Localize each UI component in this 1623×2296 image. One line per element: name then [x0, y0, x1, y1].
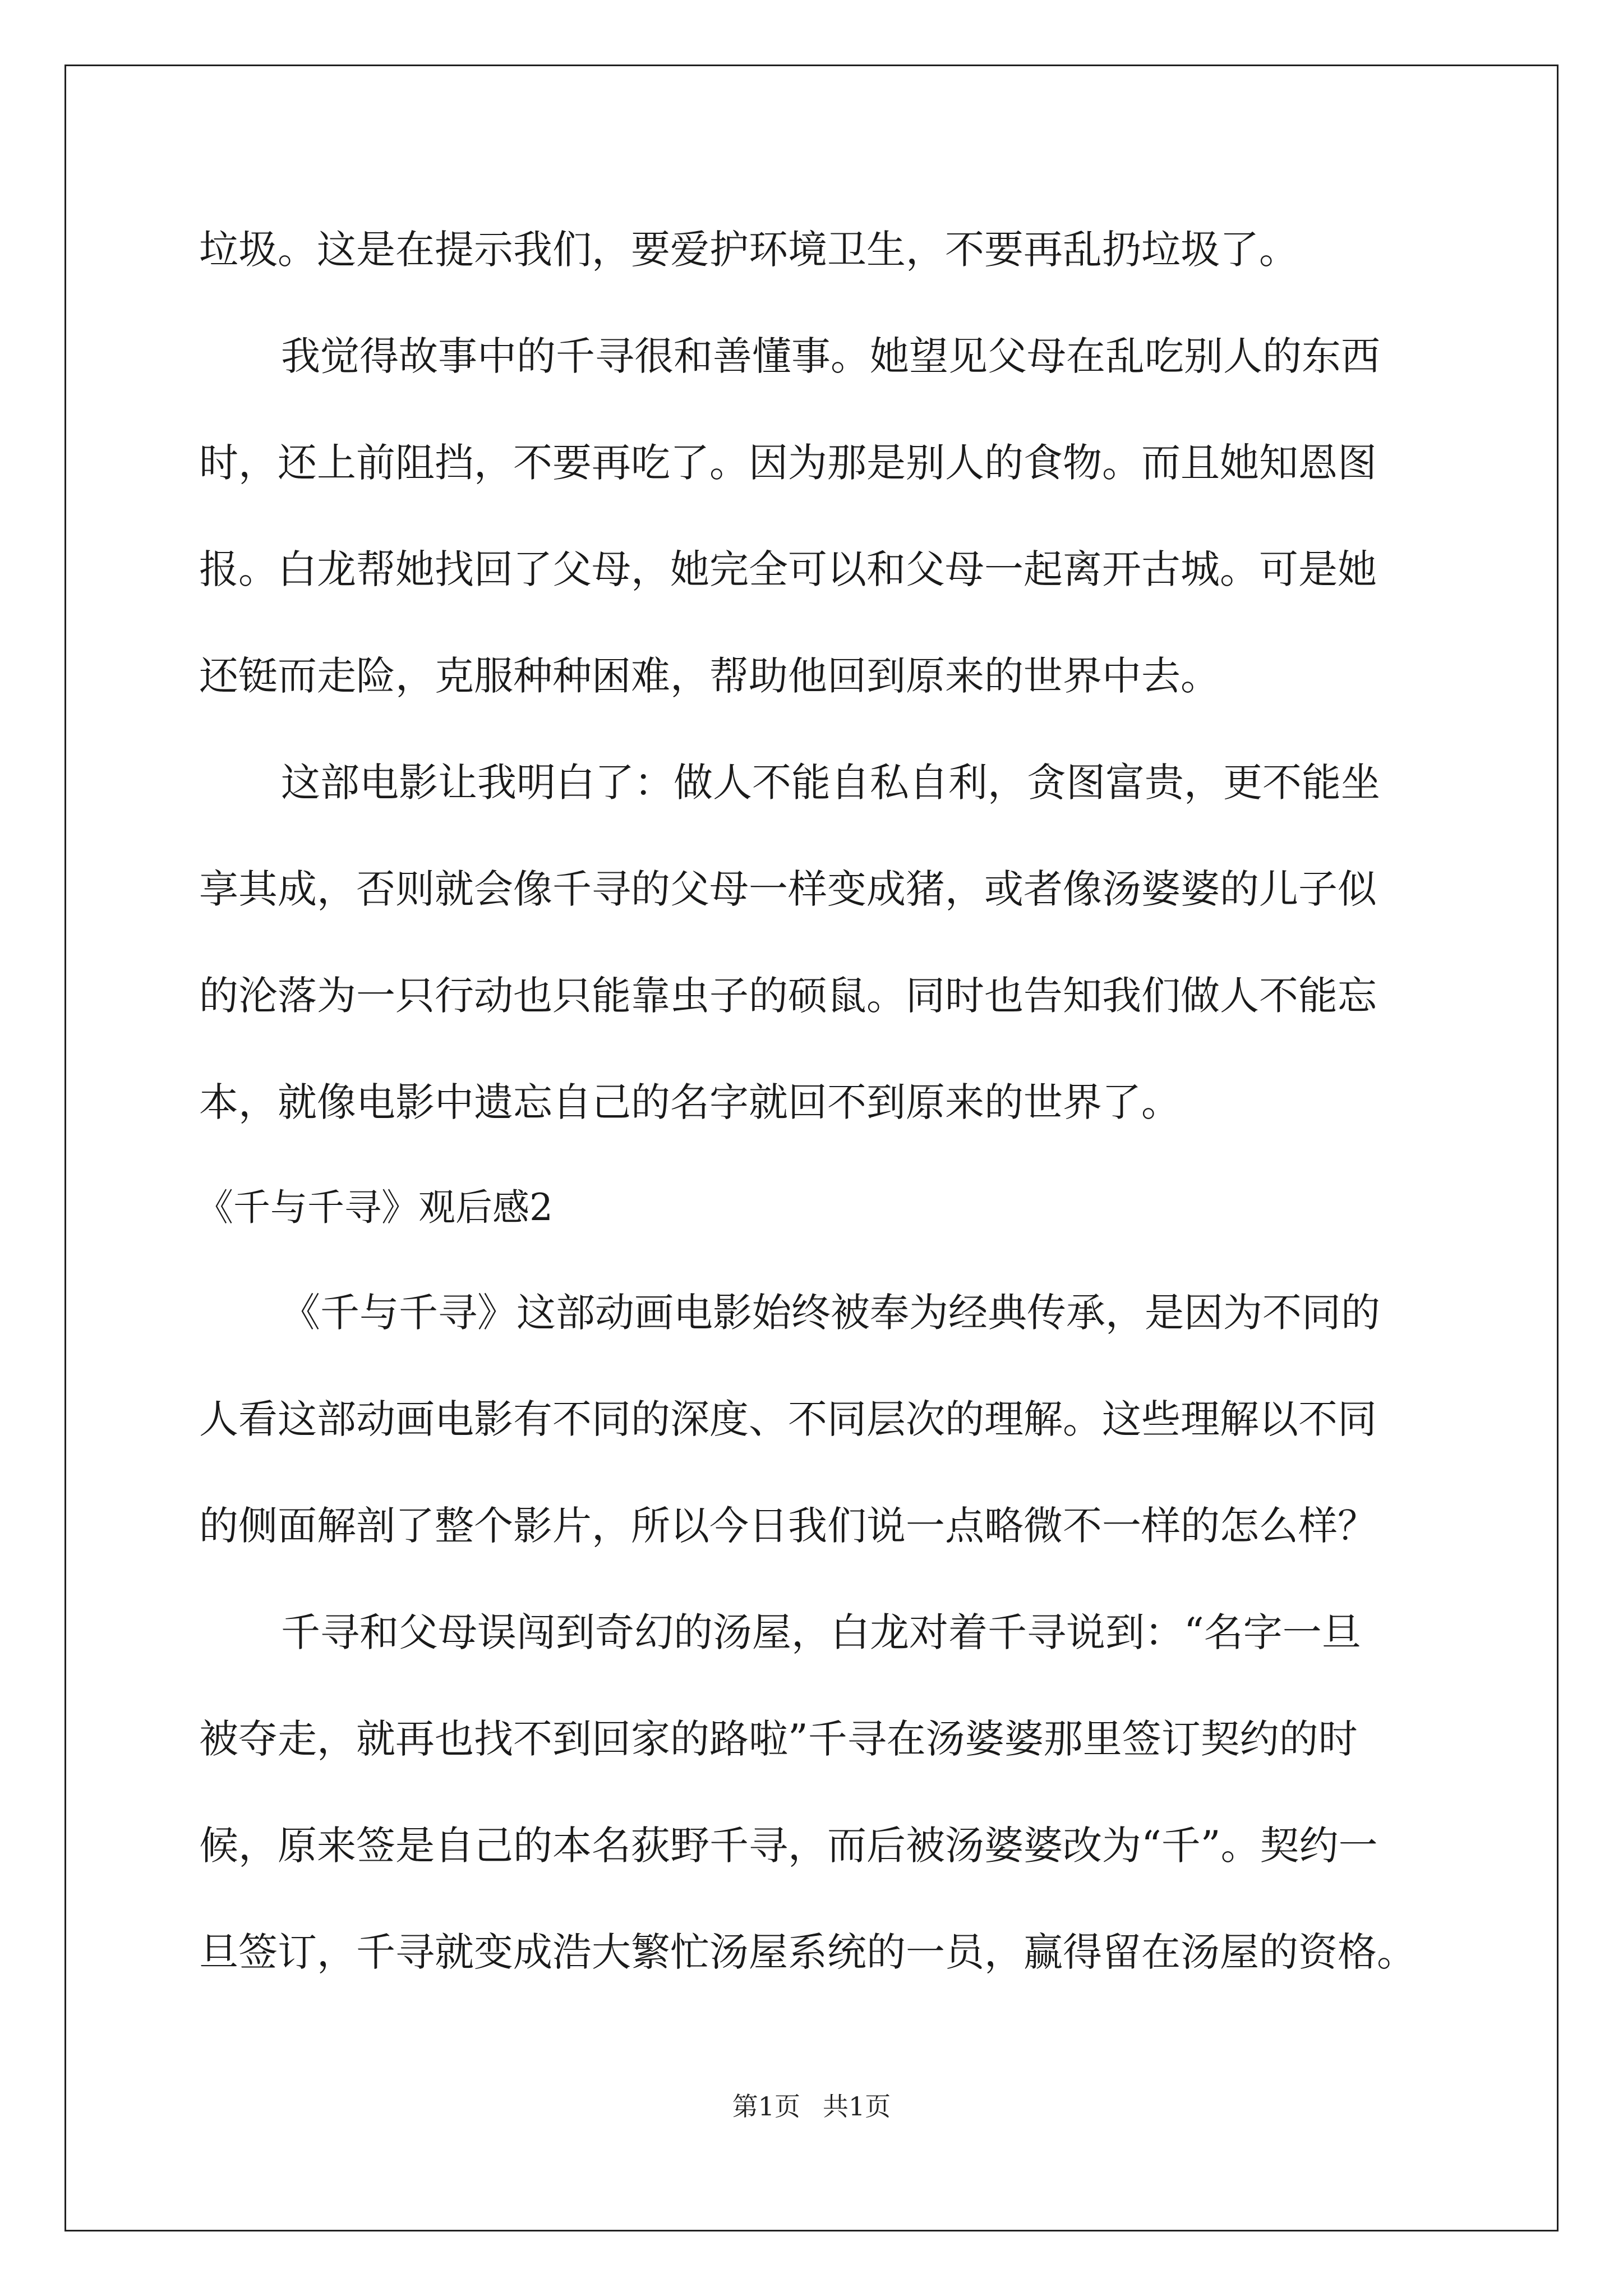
text-line: 报。白龙帮她找回了父母，她完全可以和父母一起离开古城。可是她: [199, 546, 1377, 592]
text-line: 这部电影让我明白了：做人不能自私自利，贪图富贵，更不能坐: [281, 760, 1380, 806]
text-line: 的沦落为一只行动也只能靠虫子的硕鼠。同时也告知我们做人不能忘: [199, 973, 1377, 1019]
text-line: 千寻和父母误闯到奇幻的汤屋，白龙对着千寻说到：“名字一旦: [281, 1609, 1361, 1655]
text-line: 我觉得故事中的千寻很和善懂事。她望见父母在乱吃别人的东西: [281, 333, 1380, 379]
page-footer: [0, 2090, 1623, 2123]
text-line: 享其成，否则就会像千寻的父母一样变成猪，或者像汤婆婆的儿子似: [199, 866, 1377, 912]
text-line: 的侧面解剖了整个影片，所以今日我们说一点略微不一样的怎么样？: [199, 1503, 1377, 1549]
page-number: 第1页: [732, 2091, 800, 2122]
text-line: 被夺走，就再也找不到回家的路啦”千寻在汤婆婆那里签订契约的时: [199, 1716, 1358, 1762]
document-body: [196, 213, 1433, 2022]
text-line: 《千与千寻》这部动画电影始终被奉为经典传承，是因为不同的: [281, 1290, 1380, 1336]
page-total: 共1页: [823, 2091, 891, 2122]
text-line: 候，原来签是自己的本名荻野千寻，而后被汤婆婆改为“千”。契约一: [199, 1823, 1378, 1869]
section-heading: 《千与千寻》观后感2: [196, 1186, 553, 1229]
text-line: 本，就像电影中遗忘自己的名字就回不到原来的世界了。: [199, 1079, 1181, 1125]
text-line: 时，还上前阻挡，不要再吃了。因为那是别人的食物。而且她知恩图: [199, 440, 1377, 486]
text-line: 还铤而走险，克服种种困难，帮助他回到原来的世界中去。: [199, 653, 1220, 699]
text-line: 人看这部动画电影有不同的深度、不同层次的理解。这些理解以不同: [199, 1396, 1377, 1442]
text-line: 旦签订，千寻就变成浩大繁忙汤屋系统的一员，赢得留在汤屋的资格。: [199, 1929, 1416, 1975]
text-line: 垃圾。这是在提示我们，要爱护环境卫生，不要再乱扔垃圾了。: [199, 227, 1298, 273]
